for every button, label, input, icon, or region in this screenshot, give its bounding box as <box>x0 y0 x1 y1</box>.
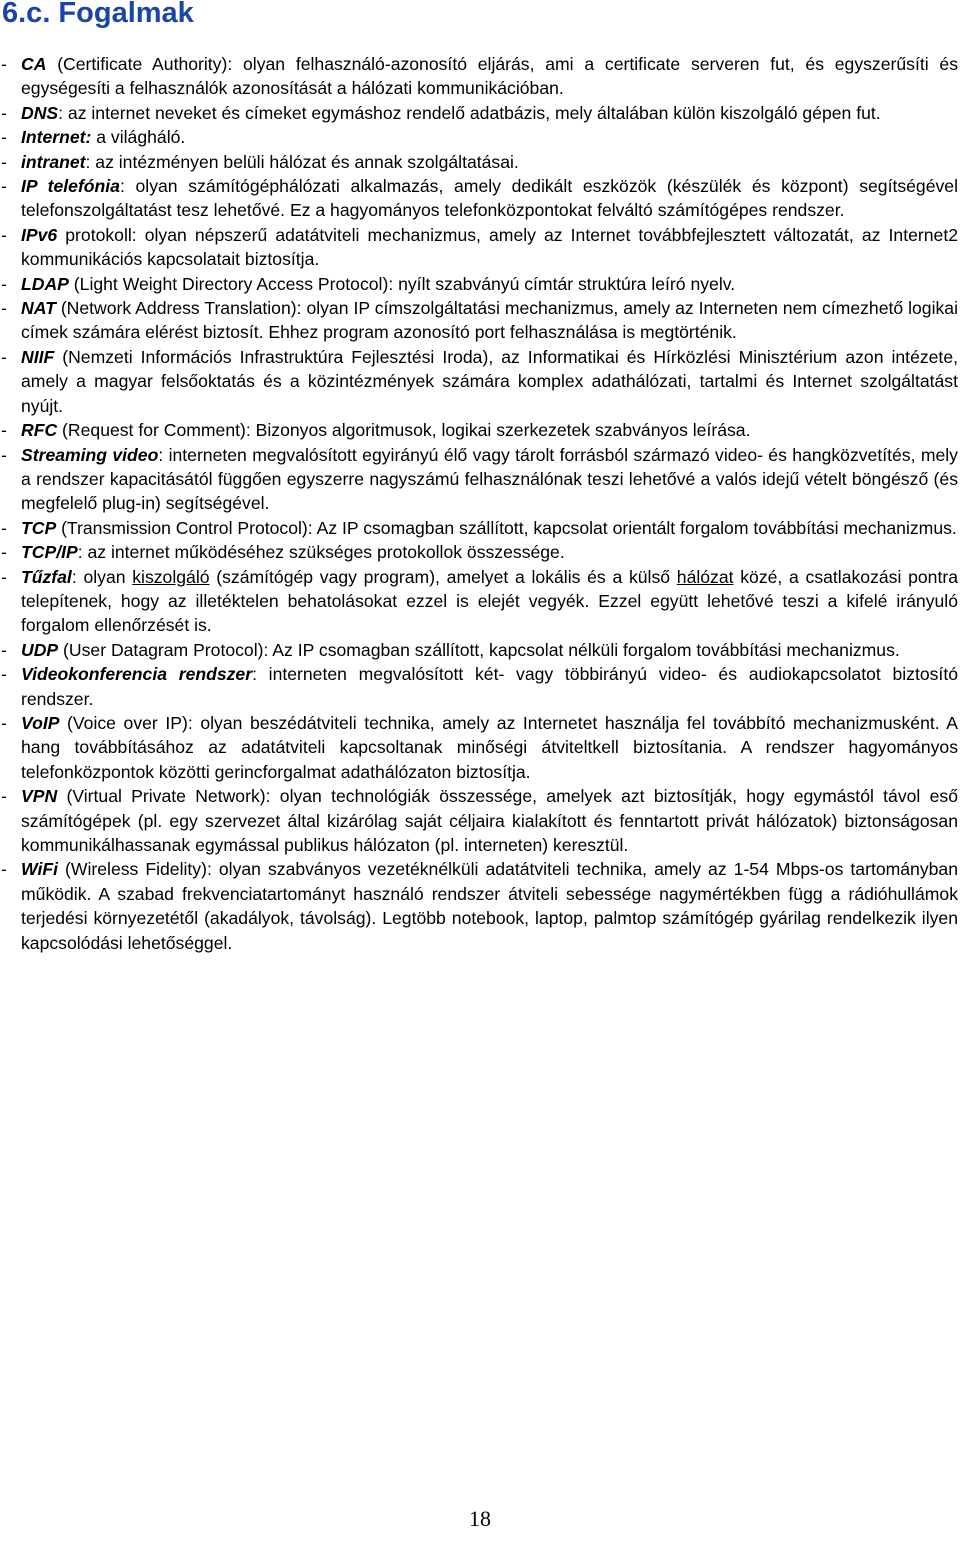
glossary-entry-tcp <box>0 516 958 540</box>
term: NIIF <box>21 346 55 367</box>
glossary-entry-dns <box>0 101 958 125</box>
definition: : az internet működéséhez szükséges protokollok összessége. <box>77 542 565 563</box>
glossary-entry-rfc <box>0 418 958 442</box>
term: Internet: <box>21 127 92 148</box>
definition: (Network Address Translation): olyan IP címszolgáltatási mechanizmus, amely az Interneten nem címezhető logikai címek számára elérést biztosít. Ehhez program azonosító port felhasználása is megtörténik. <box>21 298 958 343</box>
glossary-list <box>0 52 958 955</box>
term: IPv6 <box>21 224 58 245</box>
term: intranet <box>21 151 86 172</box>
glossary-entry-niif <box>0 345 958 418</box>
glossary-entry-nat <box>0 296 958 345</box>
definition: (Light Weight Directory Access Protocol): nyílt szabványú címtár struktúra leíró nyelv. <box>68 273 736 294</box>
glossary-entry-voip <box>0 711 958 784</box>
glossary-entry-internet <box>0 125 958 149</box>
term: Streaming video <box>21 444 159 465</box>
section-title: 6.c. Fogalmak <box>2 0 194 29</box>
definition: közé, a csatlakozási pontra telepítenek, hogy az illetéktelen behatolásokat ezzel is elejét vegyék. Ezzel együtt lehetővé teszi a kifelé irányuló forgalom ellenőrzését is. <box>21 566 958 636</box>
definition: : olyan számítógéphálózati alkalmazás, amely dedikált eszközök (készülék és központ) segítségével telefonszolgáltatást tesz lehetővé. Ez a hagyományos telefonközpontokat felváltó számítógépes rendszer. <box>21 176 958 221</box>
term: DNS <box>21 102 59 123</box>
glossary-entry-ca <box>0 52 958 101</box>
definition: : az internet neveket és címeket egymáshoz rendelő adatbázis, mely általában külön kiszolgáló gépen fut. <box>58 102 881 123</box>
term: VoIP <box>21 712 60 733</box>
glossary-entry-ldap <box>0 272 958 296</box>
definition: (Voice over IP): olyan beszédátviteli technika, amely az Internetet használja fel továbbító mechanizmusként. A hang továbbításához az adatátviteli kapcsoltanak minőségi átviteltkell biztosítania. A rendszer hagyományos telefonközpontok közötti gerincforgalmat adathálózaton biztosítja. <box>21 712 958 782</box>
glossary-entry-intranet <box>0 150 958 174</box>
term: VPN <box>21 786 58 807</box>
kiszolgalo-link[interactable]: kiszolgáló <box>132 566 210 587</box>
term: TCP/IP <box>21 542 78 563</box>
term: WiFi <box>21 859 58 880</box>
definition: protokoll: olyan népszerű adatátviteli mechanizmus, amely az Internet továbbfejlesztett változatát, az Internet2 kommunikációs kapcsolatait biztosítja. <box>21 224 958 270</box>
term: LDAP <box>21 273 69 294</box>
definition: : olyan <box>71 566 133 587</box>
glossary-entry-streaming-video <box>0 443 958 516</box>
definition: (Nemzeti Információs Infrastruktúra Fejlesztési Iroda), az Informatikai és Hírközlési Minisztérium azon intézete, amely a magyar felsőoktatás és a közintézmények számára komplex adathálózati, tartalmi és Internet szolgáltatást nyújt. <box>21 346 958 416</box>
glossary-entry-tuzfal <box>0 565 958 638</box>
definition: : interneten megvalósított egyirányú élő vagy tárolt forrásból származó video- és hangközvetítés, mely a rendszer kapacitásától függően egyszerre nagyszámú felhasználónak teszi lehetővé a valós idejű vételt böngésző (és megfelelő plug-in) segítségével. <box>21 444 958 514</box>
glossary-entry-udp <box>0 638 958 662</box>
definition: : interneten megvalósított két- vagy többirányú video- és audiokapcsolatot biztosító rendszer. <box>21 664 958 709</box>
glossary-entry-tcp-ip <box>0 540 958 564</box>
definition: a világháló. <box>91 127 186 148</box>
term: NAT <box>21 298 56 319</box>
glossary-entry-ipv6 <box>0 223 958 272</box>
term: IP telefónia <box>21 176 120 197</box>
definition: (Certificate Authority): olyan felhasználó-azonosító eljárás, ami a certificate serveren fut, és egyszerűsíti és egységesíti a felhasználók azonosítását a hálózati kommunikációban. <box>21 54 958 99</box>
term: TCP <box>21 517 57 538</box>
definition: (Transmission Control Protocol): Az IP csomagban szállított, kapcsolat orientált forgalom továbbítási mechanizmus. <box>56 517 957 538</box>
term: Tűzfal <box>21 566 72 587</box>
definition: (számítógép vagy program), amelyet a lokális és a külső <box>209 566 677 587</box>
halozat-link[interactable]: hálózat <box>676 566 734 587</box>
glossary-entry-ip-telefonia <box>0 174 958 223</box>
definition: (Request for Comment): Bizonyos algoritmusok, logikai szerkezetek szabványos leírása. <box>57 420 751 441</box>
page-number: 18 <box>469 1506 491 1531</box>
glossary-entry-videokonferencia <box>0 662 958 711</box>
definition: : az intézményen belüli hálózat és annak szolgáltatásai. <box>85 151 519 172</box>
definition: (User Datagram Protocol): Az IP csomagban szállított, kapcsolat nélküli forgalom továbbítási mechanizmus. <box>58 639 900 660</box>
term: Videokonferencia rendszer <box>21 664 253 685</box>
term: UDP <box>21 639 59 660</box>
term: CA <box>21 54 47 74</box>
definition: (Wireless Fidelity): olyan szabványos vezetéknélküli adatátviteli technika, amely az 1-54 Mbps-os tartományban működik. A szabad frekvenciatartományt használó rendszer átviteli sebessége nagymértékben függ a rádióhullámok terjedési környezetétől (akadályok, távolság). Legtöbb notebook, laptop, palmtop számítógép gyárilag rendelkezik ilyen kapcsolódási lehetőséggel. <box>21 859 958 953</box>
term: RFC <box>21 420 58 441</box>
definition: (Virtual Private Network): olyan technológiák összessége, amelyek azt biztosítják, hogy egymástól távol eső számítógépek (pl. egy szervezet által kizárólag saját céljaira kialakított és fenntartott privát hálózatok) biztonságosan kommunikálhassanak egymással publikus hálózaton (pl. interneten) keresztül. <box>21 786 958 855</box>
glossary-entry-wifi <box>0 857 958 955</box>
glossary-entry-vpn <box>0 784 958 857</box>
